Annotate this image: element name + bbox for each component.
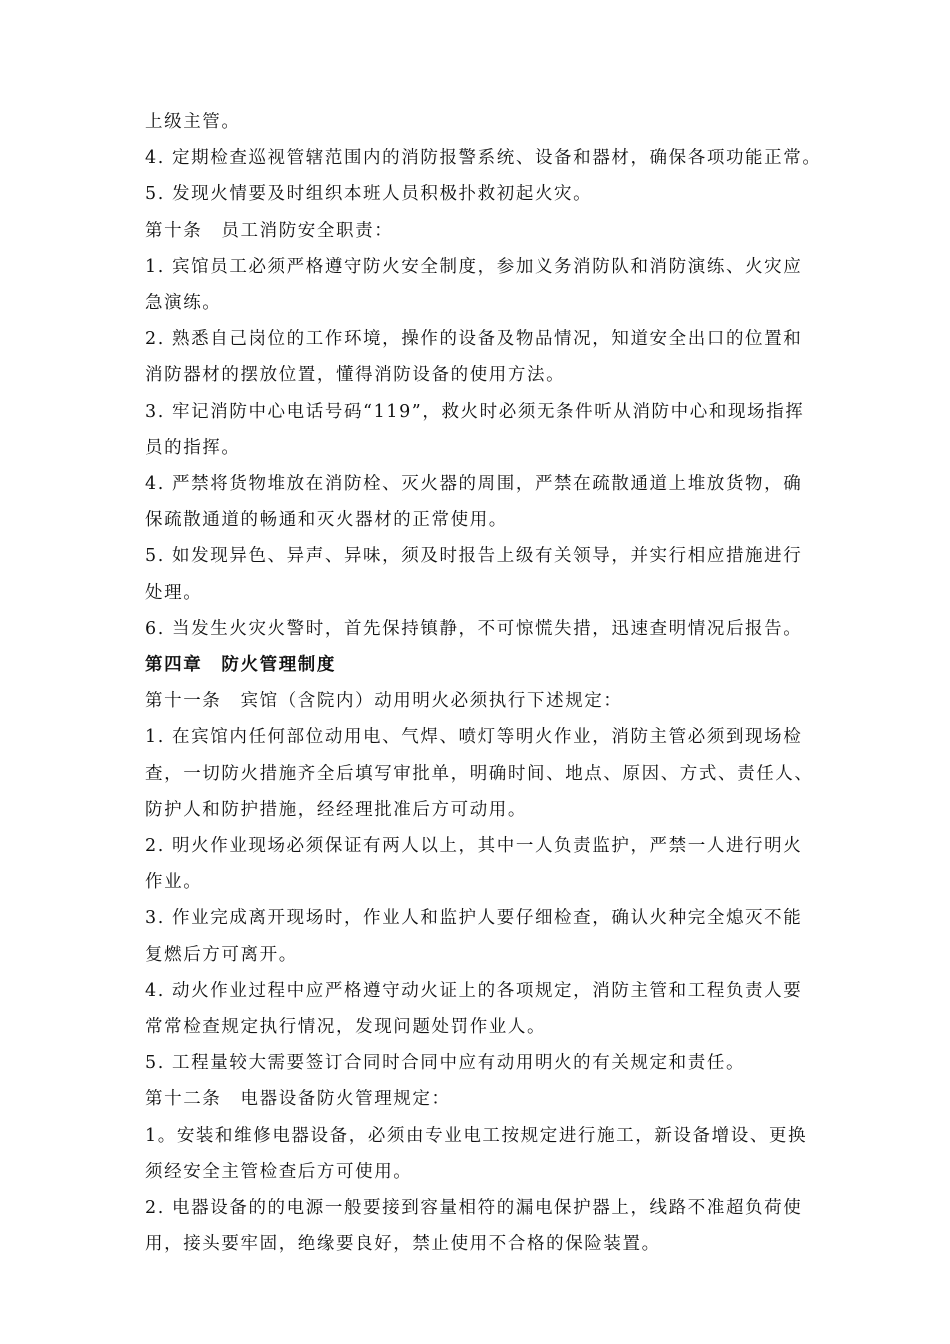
text-line: 5. 如发现异色、异声、异味，须及时报告上级有关领导，并实行相应措施进行 [145, 546, 803, 567]
text-line: 处理。 [145, 582, 203, 603]
text-line: 防护人和防护措施，经经理批准后方可动用。 [145, 799, 527, 820]
text-line: 常常检查规定执行情况，发现问题处罚作业人。 [145, 1017, 547, 1037]
text-line: 2. 电器设备的的电源一般要接到容量相符的漏电保护器上，线路不准超负荷使 [145, 1198, 803, 1218]
text-line: 5. 工程量较大需要签订合同时合同中应有动用明火的有关规定和责任。 [145, 1053, 746, 1074]
chapter-heading: 第四章 防火管理制度 [145, 655, 336, 675]
text-line: 4. 严禁将货物堆放在消防栓、灭火器的周围，严禁在疏散通道上堆放货物，确 [145, 474, 803, 494]
text-line: 3. 作业完成离开现场时，作业人和监护人要仔细检查，确认火种完全熄灭不能 [145, 908, 803, 929]
text-line: 1. 在宾馆内任何部位动用电、气焊、喷灯等明火作业，消防主管必须到现场检 [145, 727, 803, 748]
text-line: 5. 发现火情要及时组织本班人员积极扑救初起火灾。 [145, 184, 593, 205]
text-line: 第十条 员工消防安全职责： [145, 220, 394, 241]
text-line: 员的指挥。 [145, 437, 241, 458]
text-line: 消防器材的摆放位置，懂得消防设备的使用方法。 [145, 365, 566, 386]
text-line: 2. 熟悉自己岗位的工作环境，操作的设备及物品情况，知道安全出口的位置和 [145, 329, 803, 350]
text-line: 1. 宾馆员工必须严格遵守防火安全制度，参加义务消防队和消防演练、火灾应 [145, 256, 803, 277]
text-line: 急演练。 [145, 293, 222, 313]
text-line: 作业。 [145, 872, 203, 893]
text-line: 2. 明火作业现场必须保证有两人以上，其中一人负责监护，严禁一人进行明火 [145, 836, 803, 856]
text-line: 第十一条 宾馆（含院内）动用明火必须执行下述规定： [145, 691, 623, 712]
text-line: 须经安全主管检查后方可使用。 [145, 1161, 413, 1182]
text-line: 用，接头要牢固，绝缘要良好，禁止使用不合格的保险装置。 [145, 1234, 661, 1255]
text-line: 第十二条 电器设备防火管理规定： [145, 1089, 451, 1110]
text-line: 查，一切防火措施齐全后填写审批单，明确时间、地点、原因、方式、责任人、 [145, 763, 814, 784]
text-line: 6. 当发生火灾火警时，首先保持镇静，不可惊慌失措，迅速查明情况后报告。 [145, 618, 803, 639]
text-line: 保疏散通道的畅通和灭火器材的正常使用。 [145, 510, 508, 531]
text-line: 1。安装和维修电器设备，必须由专业电工按规定进行施工，新设备增设、更换 [145, 1125, 808, 1146]
text-line: 4. 定期检查巡视管辖范围内的消防报警系统、设备和器材，确保各项功能正常。 [145, 148, 822, 169]
text-line: 3. 牢记消防中心电话号码“119”，救火时必须无条件听从消防中心和现场指挥 [145, 401, 805, 422]
text-line: 上级主管。 [145, 112, 241, 132]
text-line: 复燃后方可离开。 [145, 944, 298, 965]
text-line: 4. 动火作业过程中应严格遵守动火证上的各项规定，消防主管和工程负责人要 [145, 980, 803, 1001]
